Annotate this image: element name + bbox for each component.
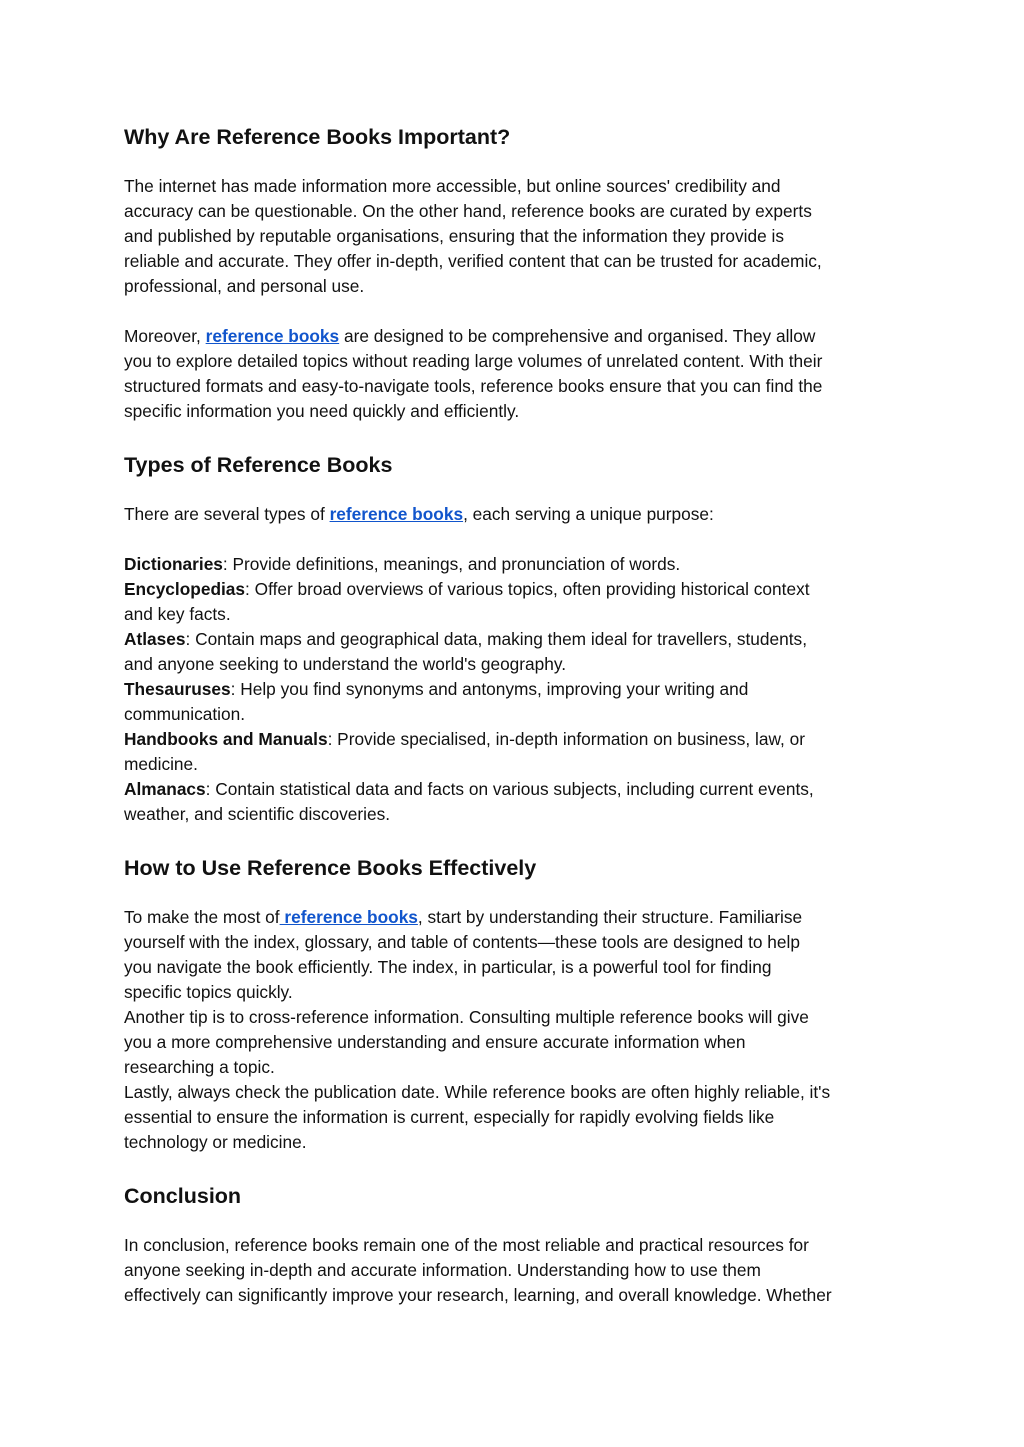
type-description: : Contain statistical data and facts on various subjects, including current events, weather, and scientific discoveries. <box>124 779 814 824</box>
usage-p1-before: To make the most of <box>124 907 280 927</box>
list-item <box>124 552 914 577</box>
reference-books-link-1[interactable]: reference books <box>205 326 340 346</box>
list-item <box>124 777 914 827</box>
reference-books-link-2[interactable]: reference books <box>329 504 464 524</box>
section-heading-usage: How to Use Reference Books Effectively <box>124 856 537 880</box>
list-item <box>124 677 914 727</box>
importance-paragraph-1: The internet has made information more accessible, but online sources' credibility and accuracy can be questionable. On the other hand, reference books are curated by experts and published by reputable organisations, ensuring that the information they provide is reliable and accurate. They offer in-depth, verified content that can be trusted for academic, professional, and personal use. <box>124 176 822 296</box>
type-description: : Contain maps and geographical data, making them ideal for travellers, students, and anyone seeking to understand the world's geography. <box>124 629 807 674</box>
reference-books-link-3[interactable]: reference books <box>279 907 418 927</box>
types-intro-before: There are several types of <box>124 504 330 524</box>
type-term: Atlases <box>124 629 186 649</box>
type-term: Almanacs <box>124 779 206 799</box>
usage-paragraph-2: Another tip is to cross-reference information. Consulting multiple reference books will give you a more comprehensive understanding and ensure accurate information when researching a topic. <box>124 1007 809 1077</box>
type-term: Thesauruses <box>124 679 231 699</box>
list-item <box>124 727 914 777</box>
type-description: : Offer broad overviews of various topics, often providing historical context and key facts. <box>124 579 810 624</box>
usage-paragraph-3: Lastly, always check the publication date. While reference books are often highly reliable, it's essential to ensure the information is current, especially for rapidly evolving fields like technology or medicine. <box>124 1082 831 1152</box>
type-description: : Provide definitions, meanings, and pronunciation of words. <box>222 554 681 574</box>
usage-paragraph-1 <box>124 905 914 1005</box>
importance-paragraph-2 <box>124 324 914 424</box>
section-heading-importance: Why Are Reference Books Important? <box>124 125 511 149</box>
conclusion-paragraph-1: In conclusion, reference books remain one of the most reliable and practical resources for anyone seeking in-depth and accurate information. Understanding how to use them effectively can significantly improve your research, learning, and overall knowledge. Whether <box>124 1235 832 1305</box>
importance-p2-after: are designed to be comprehensive and organised. They allow you to explore detailed topics without reading large volumes of unrelated content. With their structured formats and easy-to-navigate tools, reference books ensure that you can find the specific information you need quickly and efficiently. <box>124 326 823 421</box>
type-term: Dictionaries <box>124 554 223 574</box>
type-term: Encyclopedias <box>124 579 246 599</box>
type-description: : Provide specialised, in-depth information on business, law, or medicine. <box>124 729 805 774</box>
document-page <box>124 122 914 1308</box>
importance-p2-before: Moreover, <box>124 326 206 346</box>
list-item <box>124 627 914 677</box>
section-heading-types: Types of Reference Books <box>124 453 393 477</box>
type-description: : Help you find synonyms and antonyms, improving your writing and communication. <box>124 679 749 724</box>
usage-p1-after: , start by understanding their structure. Familiarise yourself with the index, glossary, and table of contents—these tools are designed to help you navigate the book efficiently. The index, in particular, is a powerful tool for finding specific topics quickly. <box>124 907 803 1002</box>
types-intro-after: , each serving a unique purpose: <box>463 504 714 524</box>
type-term: Handbooks and Manuals <box>124 729 328 749</box>
list-item <box>124 577 914 627</box>
types-intro <box>124 502 914 527</box>
section-heading-conclusion: Conclusion <box>124 1184 242 1208</box>
types-list <box>124 552 914 827</box>
